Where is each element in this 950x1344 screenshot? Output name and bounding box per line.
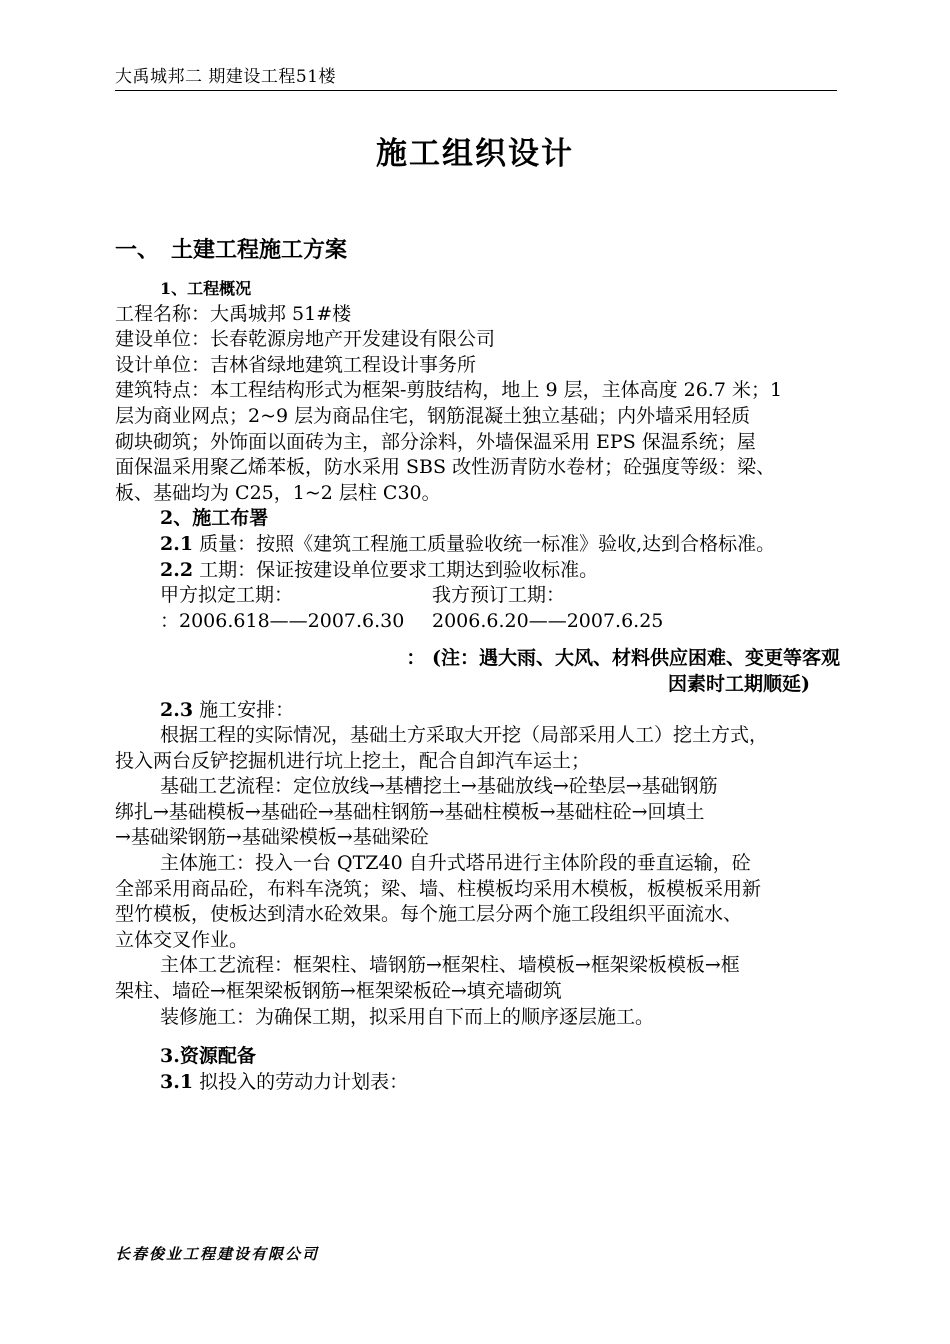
project-name-line <box>115 302 840 328</box>
features-line-4: 面保温采用聚乙烯苯板，防水采用 SBS 改性沥青防水卷材；砼强度等级：梁、 <box>115 456 776 479</box>
subheading-deployment: 2、施工布署 <box>160 507 269 530</box>
features-line-5: 板、基础均为 C25，1~2 层柱 C30。 <box>115 481 441 504</box>
designer-line: 设计单位：吉林省绿地建筑工程设计事务所 <box>115 353 477 376</box>
project-name-label: 工程名称： <box>115 302 211 325</box>
section-title: 土建工程施工方案 <box>171 237 348 263</box>
main-construction-line-1: 主体施工：投入一台 QTZ40 自升式塔吊进行主体阶段的垂直运输，砼 <box>160 852 751 875</box>
quality-text: 质量：按照《建筑工程施工质量验收统一标准》验收,达到合格标准。 <box>193 532 776 555</box>
arrangement-line <box>115 698 840 724</box>
our-period-label: 我方预订工期： <box>432 584 566 607</box>
period-labels-row <box>115 583 840 609</box>
delay-note-line-1: ： (注：遇大雨、大风、材料供应困难、变更等客观 <box>406 647 840 670</box>
client-period-label: 甲方拟定工期： <box>160 584 294 607</box>
header-rule <box>115 90 837 91</box>
our-period-dates: 2006.6.20——2007.6.25 <box>432 609 664 632</box>
period-number: 2.2 <box>160 558 194 581</box>
labor-plan-line <box>115 1070 840 1096</box>
excavation-line-1: 根据工程的实际情况，基础土方采取大开挖（局部采用人工）挖土方式， <box>160 724 769 747</box>
features-line-2: 层为商业网点；2~9 层为商品住宅，钢筋混凝土独立基础；内外墙采用轻质 <box>115 404 751 427</box>
foundation-flow-line-3: →基础梁钢筋→基础梁模板→基础梁砼 <box>115 826 429 849</box>
excavation-line-2: 投入两台反铲挖掘机进行坑上挖土，配合自卸汽车运土； <box>115 749 591 772</box>
period-line <box>115 558 840 584</box>
main-construction-line-3: 型竹模板，使板达到清水砼效果。每个施工层分两个施工段组织平面流水、 <box>115 903 743 926</box>
company-footer: 长春俊业工程建设有限公司 <box>115 1245 320 1263</box>
project-name-value: 大禹城邦 51#楼 <box>210 302 352 325</box>
labor-plan-text: 拟投入的劳动力计划表： <box>193 1070 409 1093</box>
foundation-flow-line-1: 基础工艺流程：定位放线→基槽挖土→基础放线→砼垫层→基础钢筋 <box>160 775 718 798</box>
builder-line: 建设单位：长春乾源房地产开发建设有限公司 <box>115 328 496 351</box>
features-line-1: 建筑特点：本工程结构形式为框架-剪肢结构，地上 9 层，主体高度 26.7 米；1 <box>115 379 783 402</box>
subheading-overview: 1、工程概况 <box>160 279 252 298</box>
quality-line <box>115 532 840 558</box>
decoration-line: 装修施工：为确保工期，拟采用自下而上的顺序逐层施工。 <box>160 1005 655 1028</box>
main-construction-line-2: 全部采用商品砼，布料车浇筑；梁、墙、柱模板均采用木模板，板模板采用新 <box>115 877 762 900</box>
client-period-dates: ：2006.618——2007.6.30 <box>160 609 405 632</box>
period-text: 工期：保证按建设单位要求工期达到验收标准。 <box>193 558 599 581</box>
section-heading <box>115 233 347 264</box>
document-title: 施工组织设计 <box>376 136 574 172</box>
period-dates-row <box>115 609 840 635</box>
quality-number: 2.1 <box>160 532 194 555</box>
spacer <box>115 1030 840 1044</box>
foundation-flow-line-2: 绑扎→基础模板→基础砼→基础柱钢筋→基础柱模板→基础柱砼→回填土 <box>115 800 705 823</box>
features-line-3: 砌块砌筑；外饰面以面砖为主，部分涂料，外墙保温采用 EPS 保温系统；屋 <box>115 430 756 453</box>
main-construction-line-4: 立体交叉作业。 <box>115 928 249 951</box>
delay-note-line-2: 因素时工期顺延) <box>668 672 810 695</box>
document-body <box>115 276 840 1095</box>
labor-plan-number: 3.1 <box>160 1070 194 1093</box>
section-number: 一、 <box>115 237 160 263</box>
main-flow-line-2: 架柱、墙砼→框架梁板钢筋→框架梁板砼→填充墙砌筑 <box>115 980 562 1003</box>
running-header: 大禹城邦二 期建设工程51楼 <box>115 67 337 87</box>
main-flow-line-1: 主体工艺流程：框架柱、墙钢筋→框架柱、墙模板→框架梁板模板→框 <box>160 954 740 977</box>
arrangement-text: 施工安排： <box>193 698 295 721</box>
arrangement-number: 2.3 <box>160 698 194 721</box>
subheading-resources: 3.资源配备 <box>160 1045 256 1068</box>
